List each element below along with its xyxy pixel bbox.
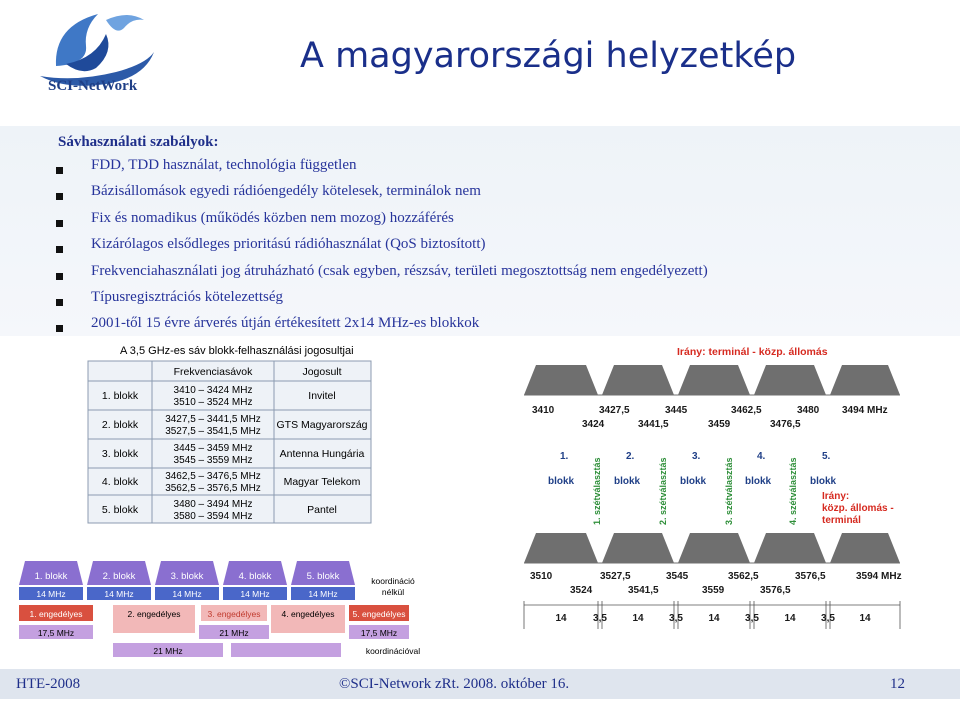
block-number: 1. xyxy=(560,451,569,462)
bullet-text: Bázisállomások egyedi rádióengedély kötelesek, terminálok nem xyxy=(91,183,481,200)
block-number: 4. xyxy=(757,451,766,462)
spectrum-freq-label: 3576,5 xyxy=(760,585,791,596)
coord-block-label: 3. blokk xyxy=(170,571,204,582)
spectrum-freq-label: 3545 xyxy=(666,571,689,582)
coord-bw-label: 17,5 MHz xyxy=(37,628,75,638)
bullet-item xyxy=(56,157,708,183)
width-label: 3,5 xyxy=(669,613,683,624)
spectrum-freq-label: 3410 xyxy=(532,405,555,416)
coord-status-label: 4. engedélyes xyxy=(281,609,335,619)
block-word: blokk xyxy=(548,476,575,487)
table-freq-cell: 3527,5 – 3541,5 MHz xyxy=(165,426,261,437)
table-freq-cell: 3410 – 3424 MHz xyxy=(173,385,253,396)
coord-bw-label: 17,5 MHz xyxy=(360,628,398,638)
slide-title: A magyarországi helyzetkép xyxy=(300,36,797,76)
spectrum-freq-label: 3527,5 xyxy=(600,571,631,582)
width-label: 14 xyxy=(555,613,567,624)
coord-bw-label: 21 MHz xyxy=(219,628,249,638)
coord-right-label: koordinációval xyxy=(365,646,421,656)
table-caption: A 3,5 GHz-es sáv blokk-felhasználási jogosultjai xyxy=(120,345,354,357)
separator-label: 1. szétválasztás xyxy=(592,457,602,525)
spectrum-freq-label: 3494 MHz xyxy=(842,405,888,416)
section-heading: Sávhasználati szabályok: xyxy=(58,134,219,150)
width-label: 14 xyxy=(859,613,871,624)
spectrum-freq-label: 3576,5 xyxy=(795,571,826,582)
footer-left: HTE-2008 xyxy=(16,676,81,692)
bullet-list xyxy=(56,157,708,342)
coord-mhz-label: 14 MHz xyxy=(36,589,66,599)
coord-block-label: 4. blokk xyxy=(238,571,272,582)
direction-label: Irány: xyxy=(822,491,850,502)
bullet-text: 2001-től 15 évre árverés útján értékesített 2x14 MHz-es blokkok xyxy=(91,315,480,332)
coord-right-label: koordináció xyxy=(371,576,415,586)
separator-label: 3. szétválasztás xyxy=(724,457,734,525)
bullet-text: Kizárólagos elsődleges prioritású rádióhasználat (QoS biztosított) xyxy=(91,236,486,253)
bullet-icon xyxy=(56,246,63,253)
spectrum-freq-label: 3427,5 xyxy=(599,405,630,416)
table-freq-cell: 3480 – 3494 MHz xyxy=(173,499,253,510)
coord-block-label: 2. blokk xyxy=(102,571,136,582)
coord-bw-label: 21 MHz xyxy=(153,646,183,656)
bullet-text: Frekvenciahasználati jog átruházható (csak egyben, részsáv, területi megosztottság nem engedélyezett) xyxy=(91,262,708,279)
table-block-label: 3. blokk xyxy=(101,448,139,460)
allocation-table-figure xyxy=(68,343,398,529)
table-freq-cell: 3510 – 3524 MHz xyxy=(173,397,253,408)
table-block-label: 2. blokk xyxy=(101,419,139,431)
block-number: 5. xyxy=(822,451,831,462)
spectrum-freq-label: 3524 xyxy=(570,585,593,596)
block-word: blokk xyxy=(680,476,707,487)
width-label: 3,5 xyxy=(821,613,835,624)
width-label: 3,5 xyxy=(593,613,607,624)
bullet-item xyxy=(56,289,708,315)
bullet-icon xyxy=(56,273,63,280)
coord-mhz-label: 14 MHz xyxy=(308,589,338,599)
coord-status-label: 2. engedélyes xyxy=(127,609,181,619)
bullet-icon xyxy=(56,220,63,227)
block-word: blokk xyxy=(810,476,837,487)
direction-label: közp. állomás - xyxy=(822,503,894,514)
separator-label: 2. szétválasztás xyxy=(658,457,668,525)
footer-copyright: ©SCI-Network zRt. 2008. október 16. xyxy=(339,676,570,692)
coordination-svg xyxy=(15,543,455,661)
table-header-freq: Frekvenciasávok xyxy=(173,366,253,378)
spectrum-freq-label: 3480 xyxy=(797,405,820,416)
coord-right-label: nélkül xyxy=(381,587,405,597)
page-number: 12 xyxy=(890,676,905,692)
bullet-item xyxy=(56,315,708,341)
bullet-icon xyxy=(56,167,63,174)
block-word: blokk xyxy=(745,476,772,487)
width-label: 3,5 xyxy=(745,613,759,624)
table-holder-cell: Magyar Telekom xyxy=(283,476,361,488)
spectrum-freq-label: 3476,5 xyxy=(770,419,801,430)
spectrum-freq-label: 3441,5 xyxy=(638,419,669,430)
table-freq-cell: 3562,5 – 3576,5 MHz xyxy=(165,483,261,494)
coord-mhz-label: 14 MHz xyxy=(172,589,202,599)
coord-block-label: 1. blokk xyxy=(34,571,68,582)
table-block-label: 4. blokk xyxy=(101,476,139,488)
separator-label: 4. szétválasztás xyxy=(788,457,798,525)
table-header-holder: Jogosult xyxy=(302,366,342,378)
spectrum-freq-label: 3541,5 xyxy=(628,585,659,596)
width-label: 14 xyxy=(632,613,644,624)
bullet-text: Típusregisztrációs kötelezettség xyxy=(91,288,284,305)
logo-text: SCI-NetWork xyxy=(48,78,138,94)
table-block-label: 1. blokk xyxy=(101,390,139,402)
table-holder-cell: Invitel xyxy=(308,390,336,402)
table-freq-cell: 3580 – 3594 MHz xyxy=(173,511,253,522)
bullet-item xyxy=(56,263,708,289)
spectrum-diagram-svg xyxy=(502,343,934,643)
bullet-item xyxy=(56,236,708,262)
spectrum-top-title: Irány: terminál - közp. állomás xyxy=(677,346,828,358)
coord-status-label: 5. engedélyes xyxy=(352,609,406,619)
coord-mhz-label: 14 MHz xyxy=(240,589,270,599)
bullet-text: Fix és nomadikus (működés közben nem mozog) hozzáférés xyxy=(91,209,454,226)
spectrum-freq-label: 3594 MHz xyxy=(856,571,902,582)
bullet-icon xyxy=(56,325,63,332)
allocation-table-svg xyxy=(68,343,398,529)
spectrum-freq-label: 3559 xyxy=(702,585,725,596)
spectrum-freq-label: 3445 xyxy=(665,405,688,416)
coord-status-label: 3. engedélyes xyxy=(207,609,261,619)
width-label: 14 xyxy=(708,613,720,624)
table-block-label: 5. blokk xyxy=(101,504,139,516)
block-number: 3. xyxy=(692,451,701,462)
bullet-item xyxy=(56,183,708,209)
coord-status-label: 1. engedélyes xyxy=(29,609,83,619)
table-freq-cell: 3445 – 3459 MHz xyxy=(173,443,253,454)
block-word: blokk xyxy=(614,476,641,487)
spectrum-freq-label: 3459 xyxy=(708,419,731,430)
spectrum-freq-label: 3462,5 xyxy=(731,405,762,416)
coord-mhz-label: 14 MHz xyxy=(104,589,134,599)
spectrum-freq-label: 3424 xyxy=(582,419,605,430)
table-holder-cell: Antenna Hungária xyxy=(279,448,365,460)
coordination-figure xyxy=(15,543,455,661)
block-number: 2. xyxy=(626,451,635,462)
direction-label: terminál xyxy=(822,515,861,526)
coord-block-label: 5. blokk xyxy=(306,571,340,582)
table-freq-cell: 3427,5 – 3441,5 MHz xyxy=(165,414,261,425)
spectrum-freq-label: 3510 xyxy=(530,571,553,582)
table-freq-cell: 3545 – 3559 MHz xyxy=(173,455,253,466)
table-holder-cell: Pantel xyxy=(307,504,337,516)
bullet-text: FDD, TDD használat, technológia független xyxy=(91,157,357,173)
spectrum-diagram-figure xyxy=(502,343,934,643)
table-freq-cell: 3462,5 – 3476,5 MHz xyxy=(165,471,261,482)
bullet-icon xyxy=(56,299,63,306)
spectrum-freq-label: 3562,5 xyxy=(728,571,759,582)
table-holder-cell: GTS Magyarország xyxy=(276,419,368,431)
width-label: 14 xyxy=(784,613,796,624)
bullet-icon xyxy=(56,193,63,200)
bullet-item xyxy=(56,210,708,236)
